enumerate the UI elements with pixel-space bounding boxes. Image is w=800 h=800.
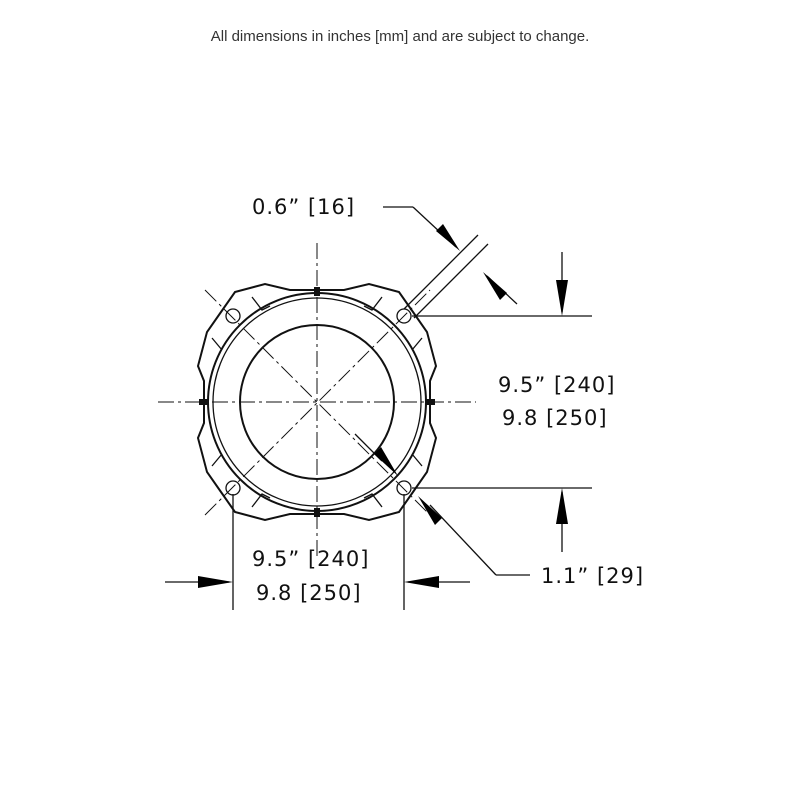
slot-width-label: 0.6” [16] — [252, 195, 356, 219]
height-min-label: 9.5” [240] — [498, 373, 616, 397]
slot-offset-dimension — [355, 434, 530, 575]
width-min-label: 9.5” [240] — [252, 547, 370, 571]
width-max-label: 9.8 [250] — [256, 581, 362, 605]
slot-width-dimension — [383, 207, 517, 318]
height-max-label: 9.8 [250] — [502, 406, 608, 430]
dimensions-note: All dimensions in inches [mm] and are subject to change. — [210, 28, 590, 45]
slot-offset-label: 1.1” [29] — [541, 564, 645, 588]
center-opening — [240, 325, 394, 479]
